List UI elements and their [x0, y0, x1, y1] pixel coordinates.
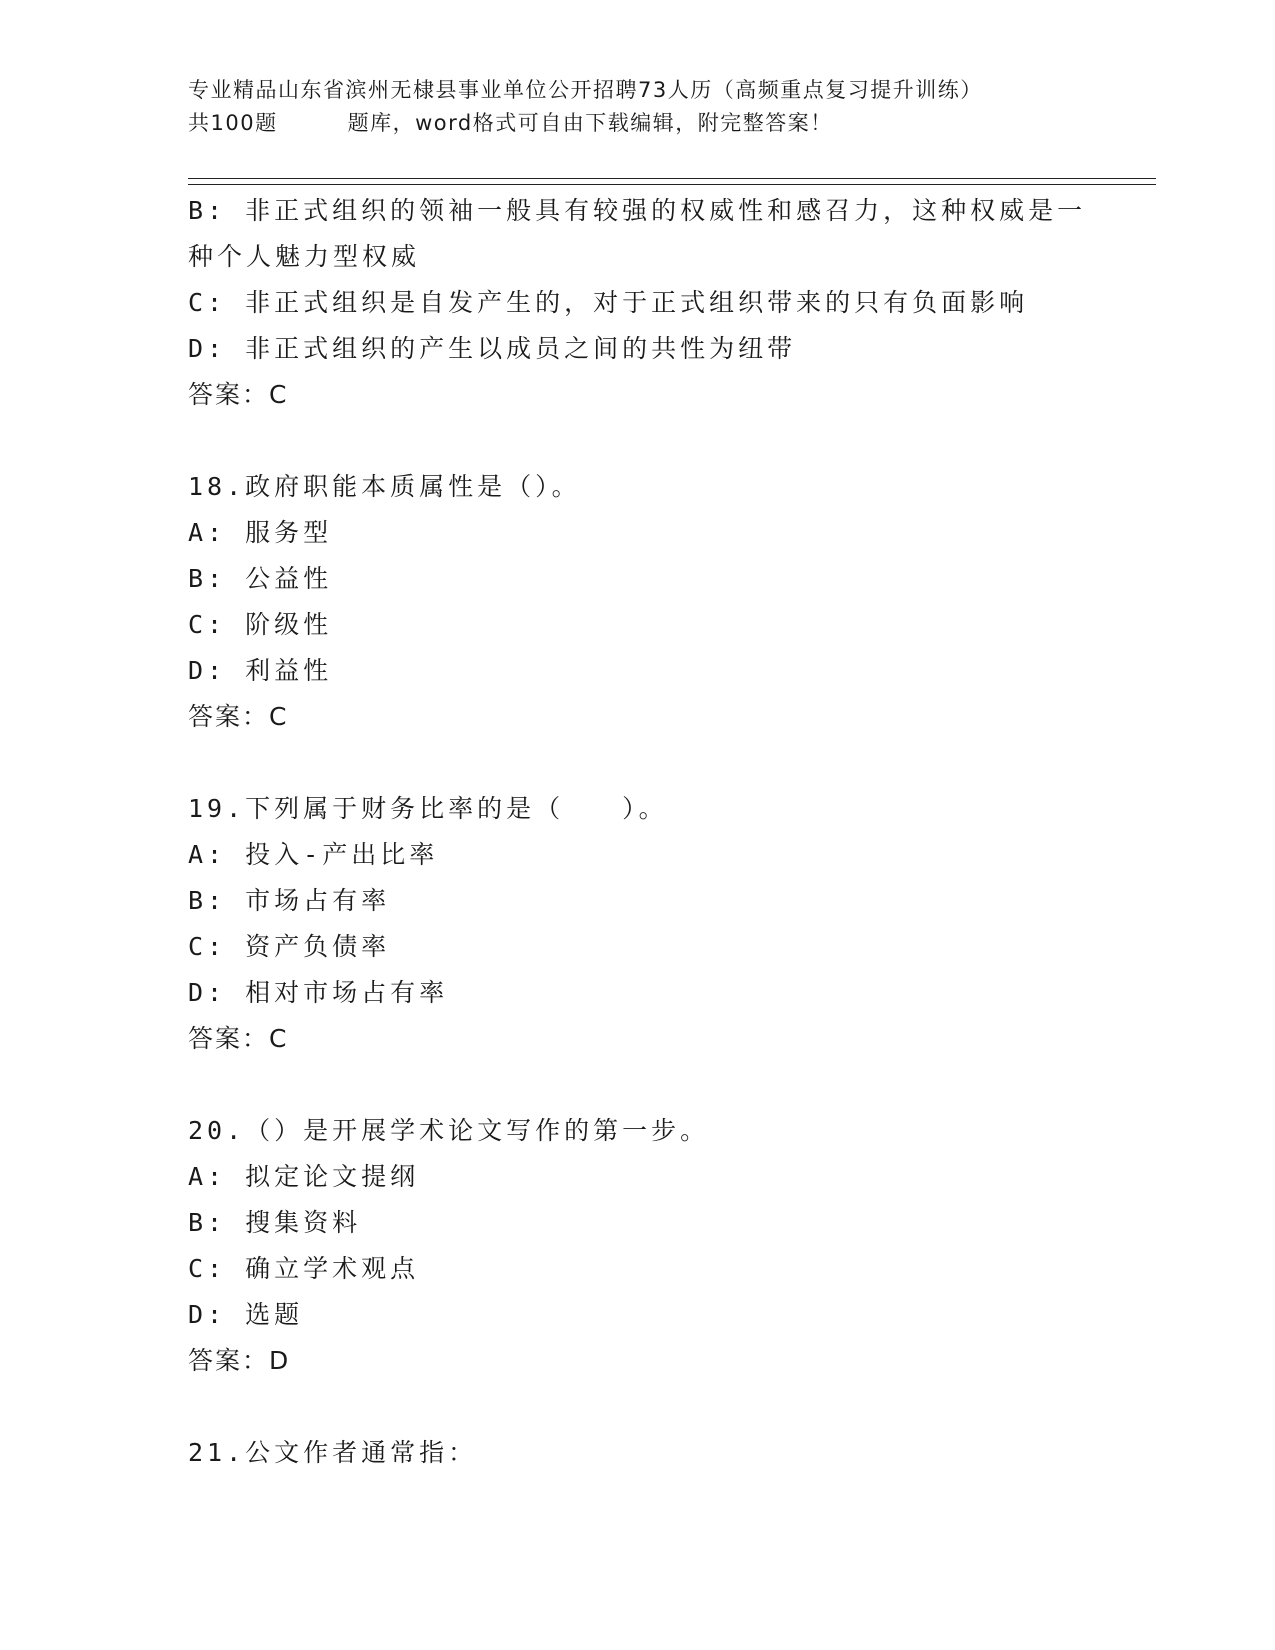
q18-option-b: B: 公益性: [188, 564, 333, 593]
spacer: [188, 1384, 1088, 1430]
q19-option-a: A: 投入-产出比率: [188, 840, 439, 869]
q20-option-b: B: 搜集资料: [188, 1208, 362, 1237]
header-title-line1: 专业精品山东省滨州无棣县事业单位公开招聘73人历（高频重点复习提升训练）: [188, 78, 983, 102]
spacer: [188, 418, 1088, 464]
spacer: [188, 740, 1088, 786]
q17-option-c: C: 非正式组织是自发产生的，对于正式组织带来的只有负面影响: [188, 288, 1029, 317]
spacer: [188, 1062, 1088, 1108]
q18-option-c: C: 阶级性: [188, 610, 333, 639]
q21-question: 21.公文作者通常指：: [188, 1438, 478, 1467]
document-header: [188, 74, 1088, 140]
q18-option-a: A: 服务型: [188, 518, 333, 547]
q19-question: 19.下列属于财务比率的是（ ）。: [188, 794, 668, 823]
q20-option-c: C: 确立学术观点: [188, 1254, 420, 1283]
q17-option-d: D: 非正式组织的产生以成员之间的共性为纽带: [188, 334, 797, 363]
q17-answer: 答案：C: [188, 380, 289, 409]
document-body: [188, 188, 1088, 1476]
header-question-count: 共100题: [188, 111, 278, 135]
q20-option-a: A: 拟定论文提纲: [188, 1162, 420, 1191]
q19-answer: 答案：C: [188, 1024, 289, 1053]
q20-question: 20.（）是开展学术论文写作的第一步。: [188, 1116, 710, 1145]
q17-option-b-line2: 种个人魅力型权威: [188, 242, 421, 271]
header-description: 题库，word格式可自由下载编辑，附完整答案！: [347, 111, 833, 135]
q18-answer: 答案：C: [188, 702, 289, 731]
q18-question: 18.政府职能本质属性是（）。: [188, 472, 581, 501]
header-title-line2: [188, 107, 1088, 140]
q18-option-d: D: 利益性: [188, 656, 333, 685]
q19-option-c: C: 资产负债率: [188, 932, 391, 961]
header-divider: [188, 178, 1156, 185]
q19-option-d: D: 相对市场占有率: [188, 978, 449, 1007]
q20-answer: 答案：D: [188, 1346, 291, 1375]
q17-option-b-line1: B: 非正式组织的领袖一般具有较强的权威性和感召力，这种权威是一: [188, 196, 1087, 225]
q20-option-d: D: 选题: [188, 1300, 304, 1329]
q19-option-b: B: 市场占有率: [188, 886, 391, 915]
